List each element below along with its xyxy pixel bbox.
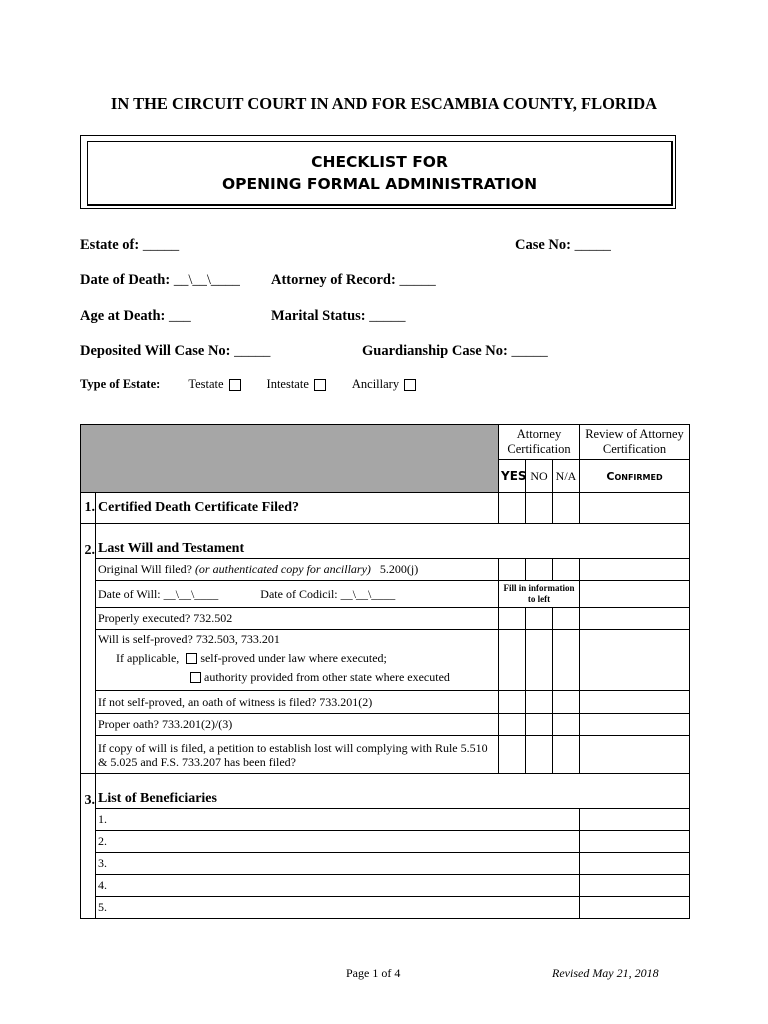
attorney-of-record-field[interactable] xyxy=(271,272,436,289)
confirmed-cell[interactable] xyxy=(580,691,690,714)
original-will-text: Original Will filed? xyxy=(98,562,192,576)
indent-cell xyxy=(81,853,96,875)
na-column-header: N/A xyxy=(553,460,580,493)
indent-cell xyxy=(81,714,96,736)
confirmed-cell[interactable] xyxy=(580,853,690,875)
na-cell[interactable] xyxy=(553,493,580,524)
table-row xyxy=(81,581,690,608)
indent-cell xyxy=(81,608,96,630)
attorney-of-record-value: _____ xyxy=(399,272,436,288)
confirmed-cell[interactable] xyxy=(580,493,690,524)
table-row xyxy=(81,736,690,774)
table-row xyxy=(81,875,690,897)
table-row xyxy=(81,774,690,809)
table-row xyxy=(81,559,690,581)
age-at-death-value: ___ xyxy=(169,308,191,324)
date-of-death-value: __\__\____ xyxy=(173,272,240,288)
section-title: Certified Death Certificate Filed? xyxy=(96,493,499,524)
indent-cell xyxy=(81,630,96,691)
date-of-will-label: Date of Will: xyxy=(98,586,161,601)
estate-type-row xyxy=(80,377,442,392)
ancillary-checkbox[interactable] xyxy=(404,379,416,391)
yes-cell[interactable] xyxy=(499,691,526,714)
review-certification-header: Review of Attorney Certification xyxy=(580,425,690,460)
marital-status-field[interactable] xyxy=(271,308,406,325)
confirmed-column-header: Confirmed xyxy=(580,460,690,493)
table-row xyxy=(81,714,690,736)
section-number: 3. xyxy=(81,774,96,809)
no-cell[interactable] xyxy=(526,714,553,736)
confirmed-cell[interactable] xyxy=(580,630,690,691)
no-cell[interactable] xyxy=(526,630,553,691)
guardianship-case-no-field[interactable] xyxy=(362,343,548,360)
beneficiary-line[interactable]: 2. xyxy=(96,831,580,853)
title-box xyxy=(80,135,676,209)
no-cell[interactable] xyxy=(526,691,553,714)
date-of-codicil-label: Date of Codicil: xyxy=(260,586,338,601)
marital-status-value: _____ xyxy=(369,308,406,324)
case-no-label: Case No: xyxy=(515,237,571,253)
yes-cell[interactable] xyxy=(499,493,526,524)
guardianship-case-no-label: Guardianship Case No: xyxy=(362,343,508,359)
section-title: List of Beneficiaries xyxy=(96,774,690,809)
confirmed-cell[interactable] xyxy=(580,714,690,736)
no-cell[interactable] xyxy=(526,493,553,524)
original-will-item xyxy=(96,559,499,581)
self-proved-text: Will is self-proved? 732.503, 733.201 xyxy=(98,632,280,646)
oath-of-witness-item: If not self-proved, an oath of witness is filed? 733.201(2) xyxy=(96,691,499,714)
na-cell[interactable] xyxy=(553,736,580,774)
self-proved-law-checkbox[interactable] xyxy=(186,653,197,664)
page-number: Page 1 of 4 xyxy=(346,966,401,980)
title-line-2: OPENING FORMAL ADMINISTRATION xyxy=(221,175,538,193)
yes-column-header: YES xyxy=(499,460,526,493)
guardianship-case-no-value: _____ xyxy=(511,343,548,359)
table-row xyxy=(81,853,690,875)
court-heading: IN THE CIRCUIT COURT IN AND FOR ESCAMBIA COUNTY, FLORIDA xyxy=(110,94,658,113)
estate-type-label: Type of Estate: xyxy=(80,377,161,391)
beneficiary-line[interactable]: 1. xyxy=(96,809,580,831)
na-cell[interactable] xyxy=(553,559,580,581)
case-no-value: _____ xyxy=(574,237,611,253)
section-title: Last Will and Testament xyxy=(96,524,690,559)
estate-of-field[interactable] xyxy=(80,237,179,254)
indent-cell xyxy=(81,736,96,774)
case-no-field[interactable] xyxy=(515,237,611,254)
checklist-table xyxy=(80,424,690,919)
no-cell[interactable] xyxy=(526,559,553,581)
estate-of-value: _____ xyxy=(142,237,180,253)
yes-cell[interactable] xyxy=(499,559,526,581)
indent-cell xyxy=(81,691,96,714)
authority-label: authority provided from other state where executed xyxy=(204,670,450,684)
indent-cell xyxy=(81,897,96,919)
no-cell[interactable] xyxy=(526,608,553,630)
beneficiary-line[interactable]: 3. xyxy=(96,853,580,875)
confirmed-cell[interactable] xyxy=(580,897,690,919)
revised-date: Revised May 21, 2018 xyxy=(552,966,659,980)
section-number: 2. xyxy=(81,524,96,559)
fill-in-note: Fill in information to left xyxy=(499,581,580,608)
confirmed-cell[interactable] xyxy=(580,809,690,831)
section-number: 1. xyxy=(81,493,96,524)
estate-type-intestate-label: Intestate xyxy=(266,377,309,391)
self-proved-law-label: self-proved under law where executed; xyxy=(200,651,387,665)
proper-oath-item: Proper oath? 733.201(2)/(3) xyxy=(96,714,499,736)
yes-cell[interactable] xyxy=(499,608,526,630)
table-row xyxy=(81,630,690,691)
beneficiary-line[interactable]: 5. xyxy=(96,897,580,919)
table-row xyxy=(81,493,690,524)
no-column-header: NO xyxy=(526,460,553,493)
table-row xyxy=(81,831,690,853)
confirmed-cell[interactable] xyxy=(580,736,690,774)
estate-type-testate[interactable] xyxy=(188,377,240,392)
attorney-certification-header: Attorney Certification xyxy=(499,425,580,460)
indent-cell xyxy=(81,809,96,831)
date-of-codicil-value: __\__\____ xyxy=(340,586,396,601)
properly-executed-item: Properly executed? 732.502 xyxy=(96,608,499,630)
na-cell[interactable] xyxy=(553,691,580,714)
beneficiary-line[interactable]: 4. xyxy=(96,875,580,897)
intestate-checkbox[interactable] xyxy=(314,379,326,391)
table-row xyxy=(81,524,690,559)
lost-will-item: If copy of will is filed, a petition to establish lost will complying with Rule 5.510 & 5.025 and F.S. 733.207 has been filed? xyxy=(96,736,499,774)
indent-cell xyxy=(81,875,96,897)
confirmed-cell[interactable] xyxy=(580,831,690,853)
estate-type-intestate[interactable] xyxy=(267,377,326,392)
table-row xyxy=(81,809,690,831)
na-cell[interactable] xyxy=(553,608,580,630)
table-header-blank xyxy=(81,425,499,493)
na-cell[interactable] xyxy=(553,714,580,736)
date-of-will-field[interactable] xyxy=(98,587,221,601)
dates-item xyxy=(96,581,499,608)
confirmed-cell[interactable] xyxy=(580,559,690,581)
no-cell[interactable] xyxy=(526,736,553,774)
if-applicable-text: If applicable, xyxy=(116,651,180,665)
table-row xyxy=(81,897,690,919)
authority-checkbox[interactable] xyxy=(190,672,201,683)
testate-checkbox[interactable] xyxy=(229,379,241,391)
estate-type-ancillary[interactable] xyxy=(352,377,416,392)
date-of-death-label: Date of Death: xyxy=(80,272,171,288)
age-at-death-label: Age at Death: xyxy=(80,308,166,324)
indent-cell xyxy=(81,831,96,853)
attorney-of-record-label: Attorney of Record: xyxy=(271,272,396,288)
date-of-death-field[interactable] xyxy=(80,272,240,289)
title-line-1: CHECKLIST FOR xyxy=(311,153,448,171)
estate-of-label: Estate of: xyxy=(80,237,140,253)
original-will-italic: (or authenticated copy for ancillary) xyxy=(194,562,371,576)
estate-type-testate-label: Testate xyxy=(188,377,224,391)
table-row xyxy=(81,691,690,714)
date-of-will-value: __\__\____ xyxy=(163,586,219,601)
deposited-will-case-no-label: Deposited Will Case No: xyxy=(80,343,231,359)
yes-cell[interactable] xyxy=(499,714,526,736)
confirmed-cell[interactable] xyxy=(580,581,690,608)
original-will-rule: 5.200(j) xyxy=(379,562,419,576)
yes-cell[interactable] xyxy=(499,630,526,691)
confirmed-cell[interactable] xyxy=(580,608,690,630)
indent-cell xyxy=(81,559,96,581)
confirmed-cell[interactable] xyxy=(580,875,690,897)
deposited-will-case-no-field[interactable] xyxy=(80,343,270,360)
yes-cell[interactable] xyxy=(499,736,526,774)
marital-status-label: Marital Status: xyxy=(271,308,366,324)
age-at-death-field[interactable] xyxy=(80,308,191,325)
self-proved-item xyxy=(96,630,499,691)
date-of-codicil-field[interactable] xyxy=(260,587,395,601)
table-row xyxy=(81,608,690,630)
indent-cell xyxy=(81,581,96,608)
estate-type-ancillary-label: Ancillary xyxy=(351,377,400,391)
deposited-will-case-no-value: _____ xyxy=(234,343,271,359)
na-cell[interactable] xyxy=(553,630,580,691)
